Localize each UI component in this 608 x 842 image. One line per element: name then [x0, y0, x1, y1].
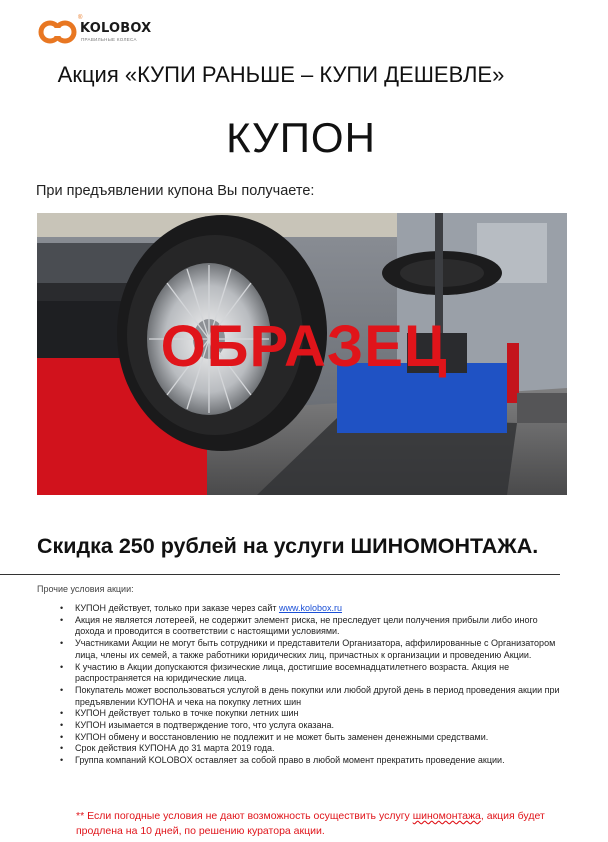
list-item: • Срок действия КУПОНА до 31 марта 2019 года. [46, 743, 561, 755]
kolobox-site-link[interactable]: www.kolobox.ru [278, 603, 342, 613]
terms-list [46, 603, 561, 767]
note-before: ** Если погодные условия не дают возможность осуществить услугу [76, 810, 413, 822]
weather-note [76, 809, 571, 838]
kolobox-logo [38, 14, 178, 50]
list-item [46, 603, 561, 615]
sample-stamp: ОБРАЗЕЦ [160, 314, 448, 379]
note-after: , акция будет продлена на 10 дней, по решению куратора акции. [76, 810, 545, 837]
kolobox-logo-mark [38, 14, 78, 50]
list-item: • Группа компаний KOLOBOX оставляет за собой право в любой момент прекратить проведение акции. [46, 755, 561, 767]
list-item: • КУПОН изымается в подтверждение того, что услуга оказана. [46, 720, 561, 732]
list-item: • Участниками Акции не могут быть сотрудники и представители Организатора, аффилированные с Организатором лица, члены их семей, а также работники юридических лиц, причастных к организации и проведению Акции. [46, 638, 561, 661]
logo-tagline: ПРАВИЛЬНЫЕ КОЛЕСА [81, 37, 137, 42]
promo-title: Акция «КУПИ РАНЬШЕ – КУПИ ДЕШЕВЛЕ» [57, 62, 505, 87]
logo-name: KOLOBOX [80, 21, 152, 36]
note-word: шиномонтажа [412, 810, 481, 822]
terms-heading: Прочие условия акции: [37, 584, 134, 594]
intro-text: При предъявлении купона Вы получаете: [36, 183, 315, 199]
divider [0, 574, 560, 575]
discount-text: Скидка 250 рублей на услуги ШИНОМОНТАЖА. [37, 534, 539, 558]
registered-mark: ® [78, 15, 83, 21]
coupon-title: КУПОН [226, 114, 376, 161]
list-item: • КУПОН действует только в точке покупки летних шин [46, 708, 561, 720]
list-item: • Акция не является лотереей, не содержит элемент риска, не преследует цели получения прибыли либо иного дохода и проводится в соответствии с настоящими условиями. [46, 615, 561, 638]
list-item: • Покупатель может воспользоваться услугой в день покупки или любой другой день в период проведения акции при предъявлении КУПОНА и чека на покупку летних шин [46, 685, 561, 708]
list-item: • КУПОН обмену и восстановлению не подлежит и не может быть заменен денежными средствами. [46, 732, 561, 744]
term-text: КУПОН действует, только при заказе через сайт [75, 603, 279, 613]
list-item: • К участию в Акции допускаются физические лица, достигшие восемнадцатилетнего возраста. Акция не распространяется на юридические лица. [46, 662, 561, 685]
